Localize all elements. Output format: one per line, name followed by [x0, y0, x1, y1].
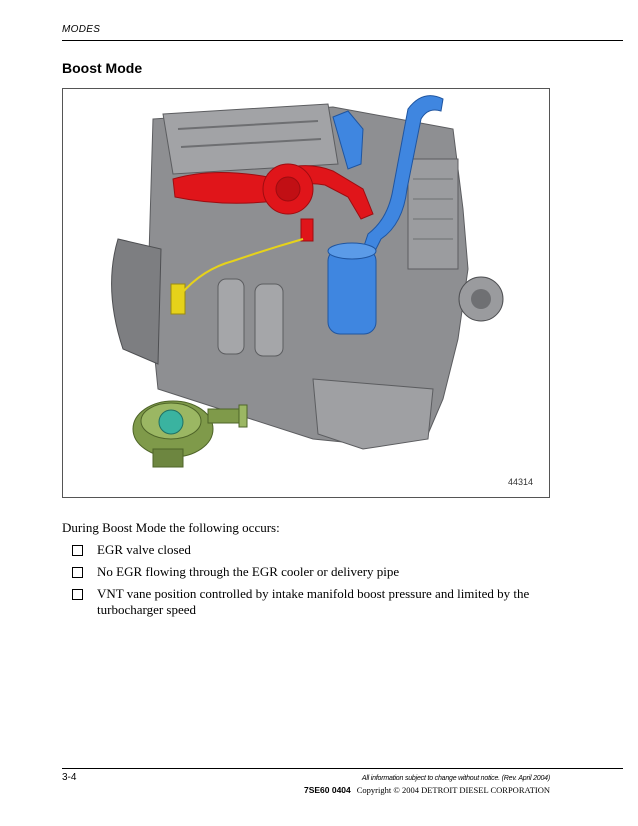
list-item	[72, 564, 542, 580]
conditions-list	[72, 542, 542, 624]
body-intro: During Boost Mode the following occurs:	[62, 520, 280, 535]
engine-illustration	[63, 89, 550, 498]
page-title: Boost Mode	[62, 60, 143, 76]
flywheel-housing	[112, 239, 161, 364]
sensor-module	[171, 284, 185, 314]
engine-figure	[62, 88, 550, 498]
header-rule	[62, 40, 623, 41]
egr-cooler	[173, 172, 278, 203]
oil-filter-1	[218, 279, 244, 354]
oil-pan	[313, 379, 433, 449]
section-header: MODES	[62, 24, 101, 35]
page-number: 3-4	[62, 772, 77, 783]
copyright-text: Copyright © 2004 DETROIT DIESEL CORPORATION	[356, 785, 550, 795]
egr-valve-inset	[133, 401, 247, 467]
list-item-text: No EGR flowing through the EGR cooler or delivery pipe	[97, 564, 400, 579]
copyright-line	[304, 785, 550, 795]
list-item	[72, 542, 542, 558]
oil-filter-2	[255, 284, 283, 356]
change-notice: All information subject to change without notice. (Rev. April 2004)	[361, 775, 550, 782]
checkbox-icon	[72, 545, 83, 556]
list-item-text: VNT vane position controlled by intake manifold boost pressure and limited by the turbocharger speed	[97, 586, 530, 617]
list-item-text: EGR valve closed	[97, 542, 191, 557]
list-item	[72, 586, 542, 618]
checkbox-icon	[72, 567, 83, 578]
footer-rule	[62, 768, 623, 769]
document-code: 7SE60 0404	[303, 785, 351, 795]
figure-number: 44314	[507, 477, 533, 487]
checkbox-icon	[72, 589, 83, 600]
charge-air-cylinder	[328, 249, 376, 334]
